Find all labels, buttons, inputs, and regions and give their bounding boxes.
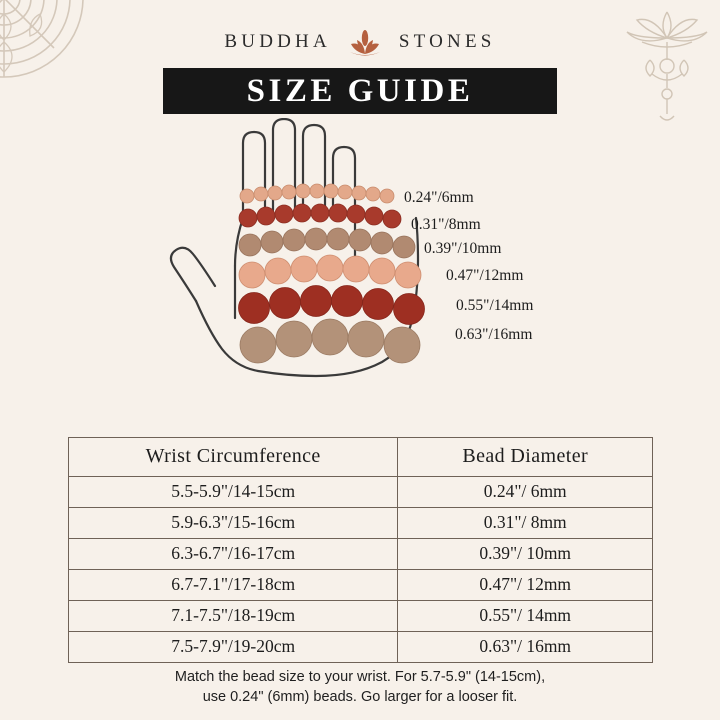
cell-wrist: 7.1-7.5"/18-19cm [69, 601, 398, 632]
bead-row-12mm [239, 255, 421, 288]
callout-14mm: 0.55"/14mm [456, 297, 534, 314]
callout-12mm: 0.47"/12mm [446, 267, 524, 284]
cell-wrist: 5.9-6.3"/15-16cm [69, 508, 398, 539]
brand-word-left: BUDDHA [224, 31, 331, 52]
table-header-row [69, 438, 653, 477]
column-header-wrist: Wrist Circumference [69, 438, 398, 477]
bead-row-16mm [240, 319, 420, 363]
page-title [163, 68, 557, 114]
cell-bead: 0.55"/ 14mm [398, 601, 653, 632]
table-row [69, 632, 653, 663]
bead-row-14mm [239, 286, 425, 325]
callout-8mm: 0.31"/8mm [411, 216, 481, 233]
bead-row-6mm [240, 184, 394, 203]
cell-bead: 0.63"/ 16mm [398, 632, 653, 663]
cell-bead: 0.39"/ 10mm [398, 539, 653, 570]
brand-word-right: STONES [398, 31, 496, 52]
cell-wrist: 5.5-5.9"/14-15cm [69, 477, 398, 508]
cell-bead: 0.24"/ 6mm [398, 477, 653, 508]
footnote-line-1: Match the bead size to your wrist. For 5.7-5.9" (14-15cm), [174, 669, 546, 685]
bead-row-8mm [239, 204, 401, 228]
bead-row-10mm [239, 228, 415, 258]
callout-6mm: 0.24"/6mm [404, 189, 474, 206]
table-row [69, 539, 653, 570]
table-row [69, 477, 653, 508]
page-title-text: SIZE GUIDE [246, 72, 474, 109]
cell-wrist: 6.7-7.1"/17-18cm [69, 570, 398, 601]
brand-lockup [0, 22, 720, 62]
table-row [69, 570, 653, 601]
footnote [0, 667, 720, 707]
table-row [69, 601, 653, 632]
cell-bead: 0.47"/ 12mm [398, 570, 653, 601]
table-row [69, 508, 653, 539]
footnote-line-2: use 0.24" (6mm) beads. Go larger for a looser fit. [202, 689, 518, 705]
callout-10mm: 0.39"/10mm [424, 240, 502, 257]
hand-with-bracelets-illustration [0, 118, 720, 428]
size-table-wrapper [68, 437, 653, 663]
cell-wrist: 7.5-7.9"/19-20cm [69, 632, 398, 663]
size-table [68, 437, 653, 663]
lotus-icon [345, 22, 385, 62]
callout-16mm: 0.63"/16mm [455, 326, 533, 343]
cell-wrist: 6.3-6.7"/16-17cm [69, 539, 398, 570]
cell-bead: 0.31"/ 8mm [398, 508, 653, 539]
column-header-bead: Bead Diameter [398, 438, 653, 477]
